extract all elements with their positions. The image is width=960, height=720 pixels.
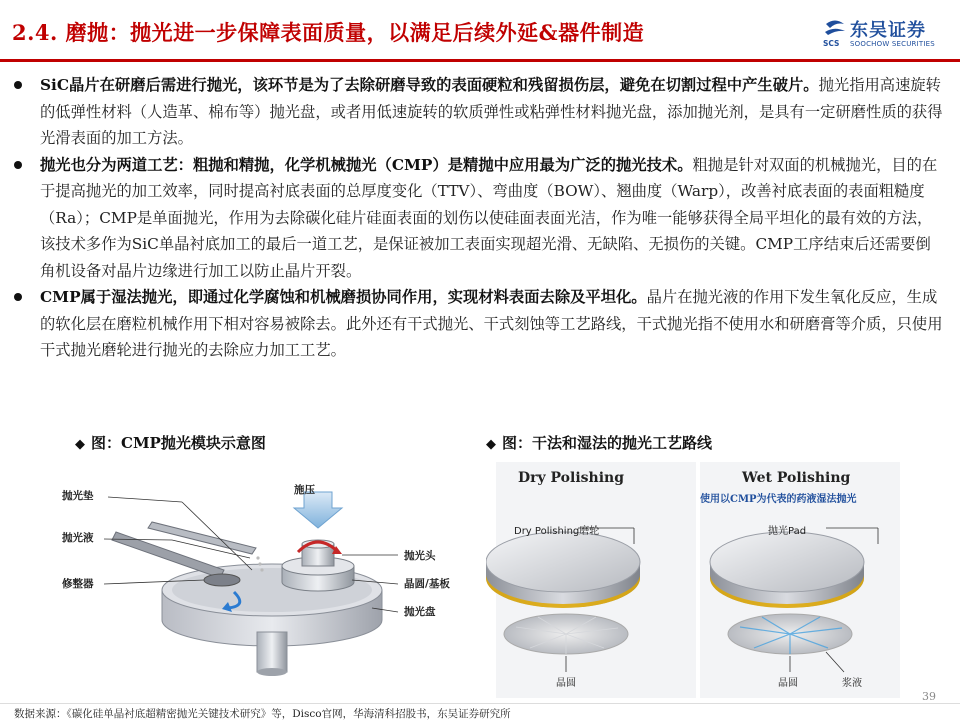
bullet-dot-icon xyxy=(14,81,22,89)
label-platen: 抛光盘 xyxy=(404,606,436,618)
bullet-list xyxy=(14,72,946,364)
label-polishing-pad: 抛光垫 xyxy=(62,490,94,502)
dry-polishing-title: Dry Polishing xyxy=(518,470,624,486)
label-polishing-head: 抛光头 xyxy=(404,550,436,562)
label-dry-wheel: Dry Polishing磨轮 xyxy=(514,526,600,537)
dry-wet-polishing-diagram xyxy=(486,462,946,698)
diamond-icon: ◆ xyxy=(486,437,496,452)
cmp-module-diagram xyxy=(52,462,472,690)
figure2-caption xyxy=(486,432,712,453)
logo-name-en: SOOCHOW SECURITIES xyxy=(850,40,935,48)
slide-title: 2.4. 磨抛：抛光进一步保障表面质量，以满足后续外延&器件制造 xyxy=(12,20,645,45)
bullet-item xyxy=(14,284,946,364)
figure1-caption-text: 图：CMP抛光模块示意图 xyxy=(91,434,266,452)
label-slurry: 抛光液 xyxy=(62,532,94,544)
data-source: 数据来源：《碳化硅单晶衬底超精密抛光关键技术研究》等，Disco官网，华海清科招股书，东吴证券研究所 xyxy=(14,708,511,720)
footer-divider xyxy=(0,703,960,704)
bullet-body-text: 晶片在抛光液的作用下发生氧化反应，生成的软化层在磨粒机械作用下相对容易被除去。此外还有干式抛光、干式刻蚀等工艺路线，干式抛光指不使用水和研磨膏等介质，只使用干式抛光磨轮进行抛光的去除应力加工工艺。 xyxy=(40,288,943,359)
label-wet-pad: 抛光Pad xyxy=(768,526,807,537)
bullet-bold-text: SiC晶片在研磨后需进行抛光，该环节是为了去除研磨导致的表面硬粒和残留损伤层，避免在切割过程中产生破片。 xyxy=(40,76,819,94)
label-wafer-wet: 晶圆 xyxy=(778,678,798,689)
logo-mark-text: SCS xyxy=(823,39,840,48)
bullet-body-text: 抛光指用高速旋转的低弹性材料（人造革、棉布等）抛光盘，或者用低速旋转的软质弹性或粘弹性材料抛光盘，添加抛光剂，是具有一定研磨性质的获得光滑表面的加工方法。 xyxy=(40,76,943,147)
label-conditioner: 修整器 xyxy=(62,578,94,590)
wet-polishing-title: Wet Polishing xyxy=(742,470,851,486)
bullet-bold-text: CMP属于湿法抛光，即通过化学腐蚀和机械磨损协同作用，实现材料表面去除及平坦化。 xyxy=(40,288,647,306)
bullet-bold-text: 抛光也分为两道工艺：粗抛和精抛，化学机械抛光（CMP）是精抛中应用最为广泛的抛光技术。 xyxy=(40,155,693,174)
label-slurry-wet: 浆液 xyxy=(842,678,862,689)
label-wafer-dry: 晶圆 xyxy=(556,678,576,689)
logo-name-cn: 东吴证券 xyxy=(850,20,926,41)
slide-header xyxy=(0,0,960,62)
company-logo xyxy=(822,14,952,54)
page-number: 39 xyxy=(922,690,936,703)
label-wafer-substrate: 晶圆/基板 xyxy=(404,578,450,590)
bullet-dot-icon xyxy=(14,161,22,169)
title-divider xyxy=(0,59,960,62)
diamond-icon: ◆ xyxy=(75,437,85,452)
bullet-dot-icon xyxy=(14,293,22,301)
label-pressure: 施压 xyxy=(294,484,315,496)
figure2-caption-text: 图：干法和湿法的抛光工艺路线 xyxy=(502,434,713,452)
bullet-item xyxy=(14,152,946,285)
wet-polishing-subtitle: 使用以CMP为代表的药液湿法抛光 xyxy=(700,494,857,505)
logo-mark-icon xyxy=(822,18,848,48)
bullet-item xyxy=(14,72,946,152)
figure1-caption xyxy=(75,432,266,453)
bullet-body-text: 粗抛是针对双面的机械抛光，目的在于提高抛光的加工效率，同时提高衬底表面的总厚度变化（TTV）、弯曲度（BOW）、翘曲度（Warp），改善衬底表面的表面粗糙度（Ra）；CMP是单面抛光，作用为去除碳化硅片硅面表面的划伤以使硅面表面光洁，作为唯一能够获得全局平坦化的最有效的方法， 该技术多作为SiC单晶衬底加工的最后一道工艺，是保证被加工表面实现超光滑、无缺陷、无损伤的关键。CMP工序结束后还需要倒角机设备对晶片边缘进行加工以防止晶片开裂。 xyxy=(40,155,938,280)
